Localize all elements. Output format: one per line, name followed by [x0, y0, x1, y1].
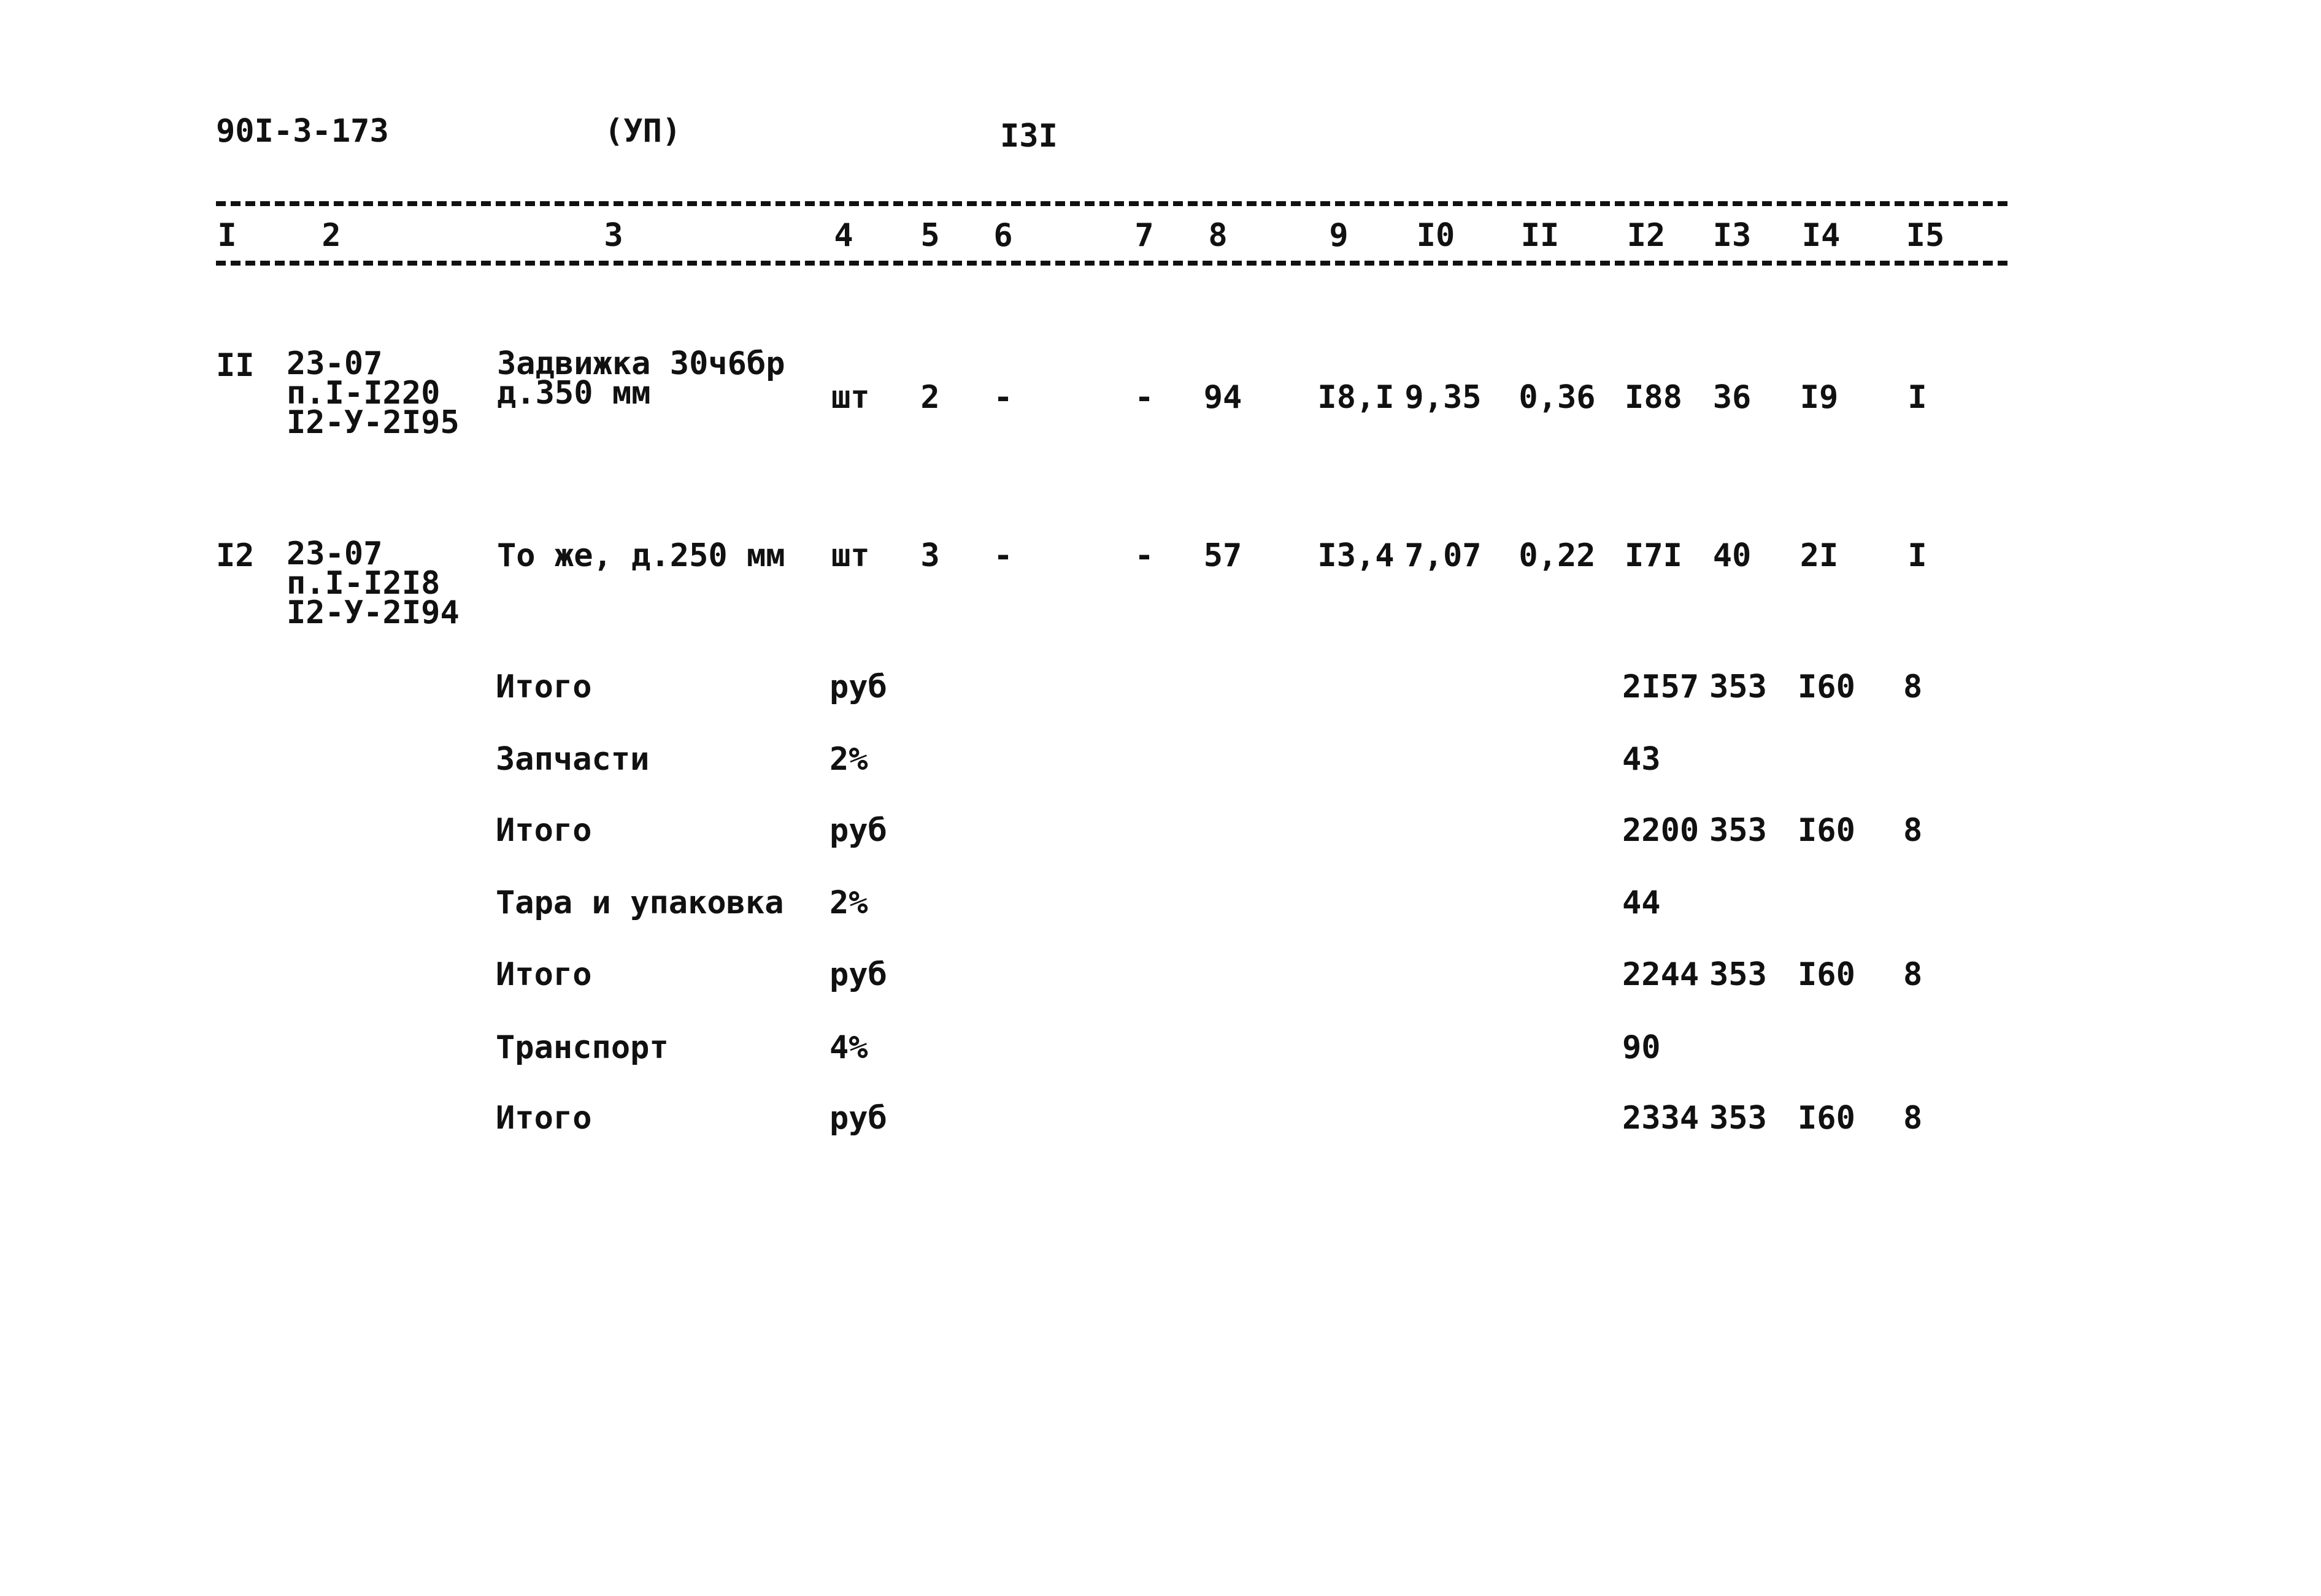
cell: 0,36: [1518, 379, 1596, 416]
item-name: [497, 345, 785, 412]
header-top-rule: [216, 201, 2007, 206]
summary-label: Тара и упаковка: [496, 884, 784, 921]
cell: -: [993, 537, 1013, 574]
cell: 8: [1903, 1100, 1923, 1137]
price-reference-line: I2-У-2I94: [287, 594, 460, 631]
row-number: II: [216, 347, 255, 384]
cell: I60: [1798, 812, 1855, 849]
cell: 353: [1709, 669, 1767, 705]
cell: I60: [1798, 956, 1855, 993]
album-code: (УП): [604, 113, 682, 150]
summary-unit: 4%: [829, 1029, 868, 1066]
price-reference: [287, 535, 460, 631]
row-number: I2: [216, 537, 255, 574]
summary-unit: 2%: [829, 741, 868, 778]
price-reference-line: 23-07: [287, 535, 383, 572]
quantity: 3: [920, 537, 940, 574]
summary-unit: руб: [829, 812, 887, 849]
column-number: 9: [1329, 217, 1349, 254]
cell: I: [1907, 379, 1927, 416]
cell: 8: [1903, 669, 1923, 705]
column-number: 5: [920, 217, 940, 254]
column-number: 6: [993, 217, 1013, 254]
cell: I7I: [1625, 537, 1682, 574]
item-name-line: д.350 мм: [497, 374, 651, 412]
column-number: I0: [1416, 217, 1455, 254]
item-name: То же, д.250 мм: [497, 537, 785, 574]
column-number: I2: [1626, 217, 1666, 254]
cell: 43: [1622, 741, 1661, 778]
summary-unit: руб: [829, 1100, 887, 1137]
cell: 8: [1903, 956, 1923, 993]
document-code: 90I-3-173: [216, 113, 389, 150]
cell: -: [993, 379, 1013, 416]
summary-label: Транспорт: [496, 1029, 669, 1066]
cell: -: [1134, 379, 1154, 416]
cell: 57: [1203, 537, 1242, 574]
cell: I: [1907, 537, 1927, 574]
column-number: I3: [1712, 217, 1752, 254]
cell: 36: [1712, 379, 1752, 416]
cell: I88: [1625, 379, 1682, 416]
column-number: I5: [1906, 217, 1945, 254]
quantity: 2: [920, 379, 940, 416]
summary-label: Итого: [496, 956, 592, 993]
summary-unit: руб: [829, 669, 887, 705]
cell: 44: [1622, 884, 1661, 921]
column-number: 3: [604, 217, 623, 254]
summary-label: Итого: [496, 812, 592, 849]
cell: 8: [1903, 812, 1923, 849]
price-reference: [287, 345, 460, 441]
cell: 2I57: [1622, 669, 1699, 705]
summary-unit: 2%: [829, 884, 868, 921]
cell: 2244: [1622, 956, 1699, 993]
cell: 9,35: [1404, 379, 1482, 416]
cell: 2I: [1799, 537, 1839, 574]
header-bottom-rule: [216, 261, 2007, 266]
page-number: I3I: [1000, 118, 1058, 155]
cell: 353: [1709, 956, 1767, 993]
column-number: I: [217, 217, 237, 254]
summary-label: Итого: [496, 669, 592, 705]
cell: 353: [1709, 812, 1767, 849]
price-reference-line: п.I-I2I8: [287, 564, 441, 602]
unit: шт: [831, 379, 870, 416]
cell: 90: [1622, 1029, 1661, 1066]
cell: 353: [1709, 1100, 1767, 1137]
price-reference-line: 23-07: [287, 345, 383, 382]
cell: 2334: [1622, 1100, 1699, 1137]
unit: шт: [831, 537, 870, 574]
cell: 40: [1712, 537, 1752, 574]
cell: I3,4: [1317, 537, 1395, 574]
item-name-line: Задвижка 30ч6бр: [497, 345, 785, 382]
cell: -: [1134, 537, 1154, 574]
cell: 94: [1203, 379, 1242, 416]
column-number: 4: [834, 217, 853, 254]
summary-unit: руб: [829, 956, 887, 993]
price-reference-line: п.I-I220: [287, 374, 441, 412]
summary-label: Итого: [496, 1100, 592, 1137]
column-number: I4: [1801, 217, 1841, 254]
cell: 0,22: [1518, 537, 1596, 574]
price-reference-line: I2-У-2I95: [287, 404, 460, 441]
column-number: 2: [321, 217, 341, 254]
column-number: 7: [1134, 217, 1154, 254]
summary-label: Запчасти: [496, 741, 650, 778]
cell: 2200: [1622, 812, 1699, 849]
cell: I8,I: [1317, 379, 1395, 416]
column-number: 8: [1208, 217, 1228, 254]
cell: I9: [1799, 379, 1839, 416]
cell: 7,07: [1404, 537, 1482, 574]
cell: I60: [1798, 1100, 1855, 1137]
column-number: II: [1520, 217, 1560, 254]
cell: I60: [1798, 669, 1855, 705]
